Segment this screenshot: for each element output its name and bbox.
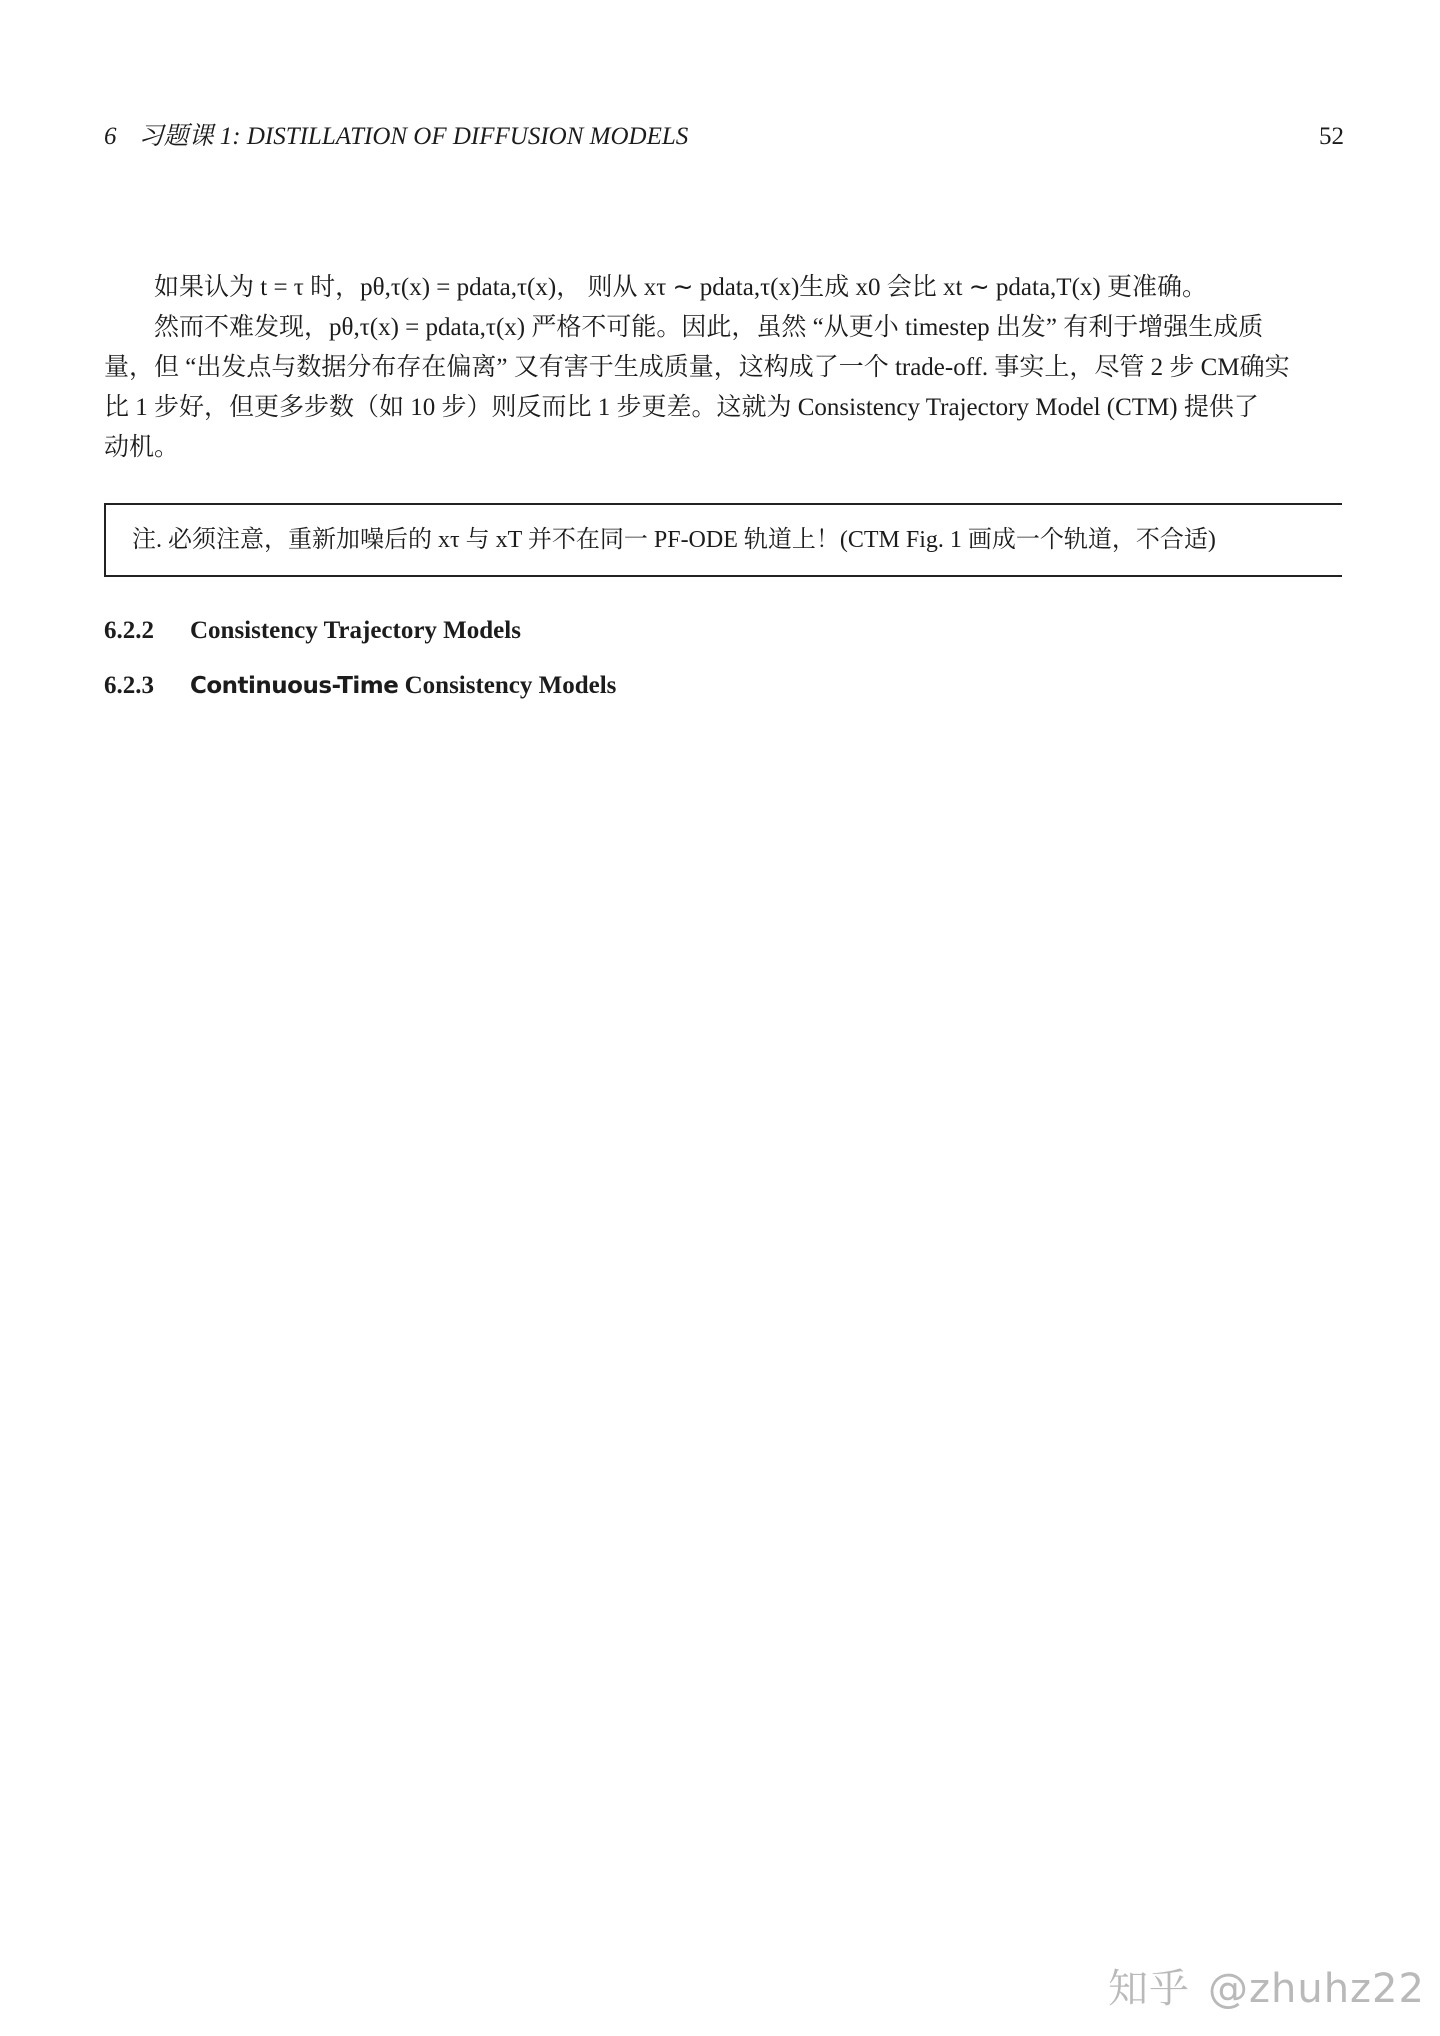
paragraph-line: 动机。 — [104, 434, 180, 461]
note-box — [104, 503, 1342, 577]
section-heading-6-2-2 — [104, 614, 521, 648]
section-title-part: Continuous-Time — [190, 673, 399, 699]
section-number: 6.2.3 — [104, 672, 154, 699]
paragraph-line: 比 1 步好，但更多步数（如 10 步）则反而比 1 步更差。这就为 Consistency Trajectory Model (CTM) 提供了 — [104, 394, 1259, 421]
watermark — [1108, 1964, 1425, 2014]
note-text: 注. 必须注意，重新加噪后的 xτ 与 xT 并不在同一 PF-ODE 轨道上！(CTM Fig. 1 画成一个轨道，不合适) — [132, 527, 1216, 553]
section-title: Consistency Trajectory Models — [190, 617, 521, 644]
section-number: 6.2.2 — [104, 617, 154, 644]
body-text — [104, 268, 1344, 468]
section-title-part: Consistency Models — [404, 672, 617, 699]
paragraph-line: 然而不难发现，pθ,τ(x) = pdata,τ(x) 严格不可能。因此，虽然 “从更小 timestep 出发” 有利于增强生成质 — [154, 314, 1264, 341]
paragraph-line: 如果认为 t = τ 时，pθ,τ(x) = pdata,τ(x)， 则从 xτ ∼ pdata,τ(x)生成 x0 会比 xt ∼ pdata,T(x) 更准确。 — [154, 274, 1207, 301]
watermark-handle: @zhuhz22 — [1208, 1966, 1425, 2012]
running-header — [104, 120, 1344, 154]
watermark-brand: 知乎 — [1108, 1966, 1190, 2012]
page-number: 52 — [1319, 123, 1344, 150]
section-heading-6-2-3 — [104, 669, 616, 703]
chapter-title: 习题课 1: DISTILLATION OF DIFFUSION MODELS — [138, 123, 689, 150]
chapter-heading — [104, 120, 688, 154]
chapter-number: 6 — [104, 123, 117, 150]
paragraph-line: 量，但 “出发点与数据分布存在偏离” 又有害于生成质量，这构成了一个 trade-off. 事实上，尽管 2 步 CM确实 — [104, 354, 1290, 381]
